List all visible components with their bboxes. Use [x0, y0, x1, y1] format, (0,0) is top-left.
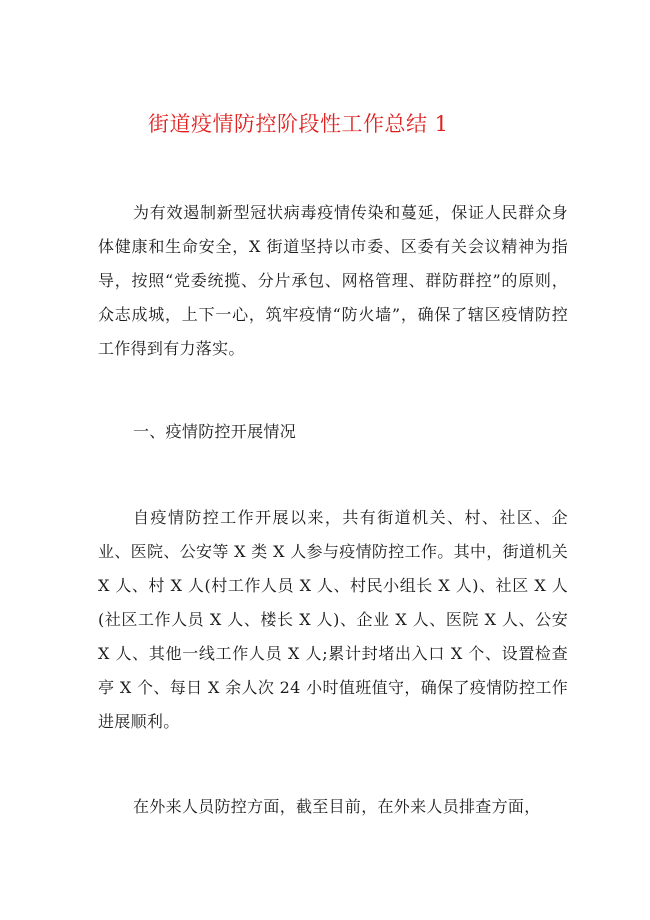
outsiders-paragraph: 在外来人员防控方面，截至目前，在外来人员排查方面， [133, 797, 541, 816]
section-body-paragraph: 自疫情防控工作开展以来，共有街道机关、村、社区、企业、医院、公安等 X 类 X 人参与疫情防控工作。其中，街道机关 X 人、村 X 人(村工作人员 X 人、村民小组长 X 人)、社区 X 人(社区工作人员 X 人、楼长 X 人)、企业 X 人、医院 X 人、公安 X 人、其他一线工作人员 X 人;累计封堵出入口 X 个、设置检查亭 X 个、每日 X 余人次 24 小时值班值守，确保了疫情防控工作进展顺利。 [98, 508, 568, 731]
intro-paragraph: 为有效遏制新型冠状病毒疫情传染和蔓延，保证人民群众身体健康和生命安全，X 街道坚持以市委、区委有关会议精神为指导，按照“党委统揽、分片承包、网格管理、群防群控”的原则，众志成城，上下一心，筑牢疫情“防火墙”，确保了辖区疫情防控工作得到有力落实。 [98, 203, 568, 358]
section-heading: 一、疫情防控开展情况 [133, 422, 297, 441]
document-title: 街道疫情防控阶段性工作总结 1 [148, 112, 449, 136]
